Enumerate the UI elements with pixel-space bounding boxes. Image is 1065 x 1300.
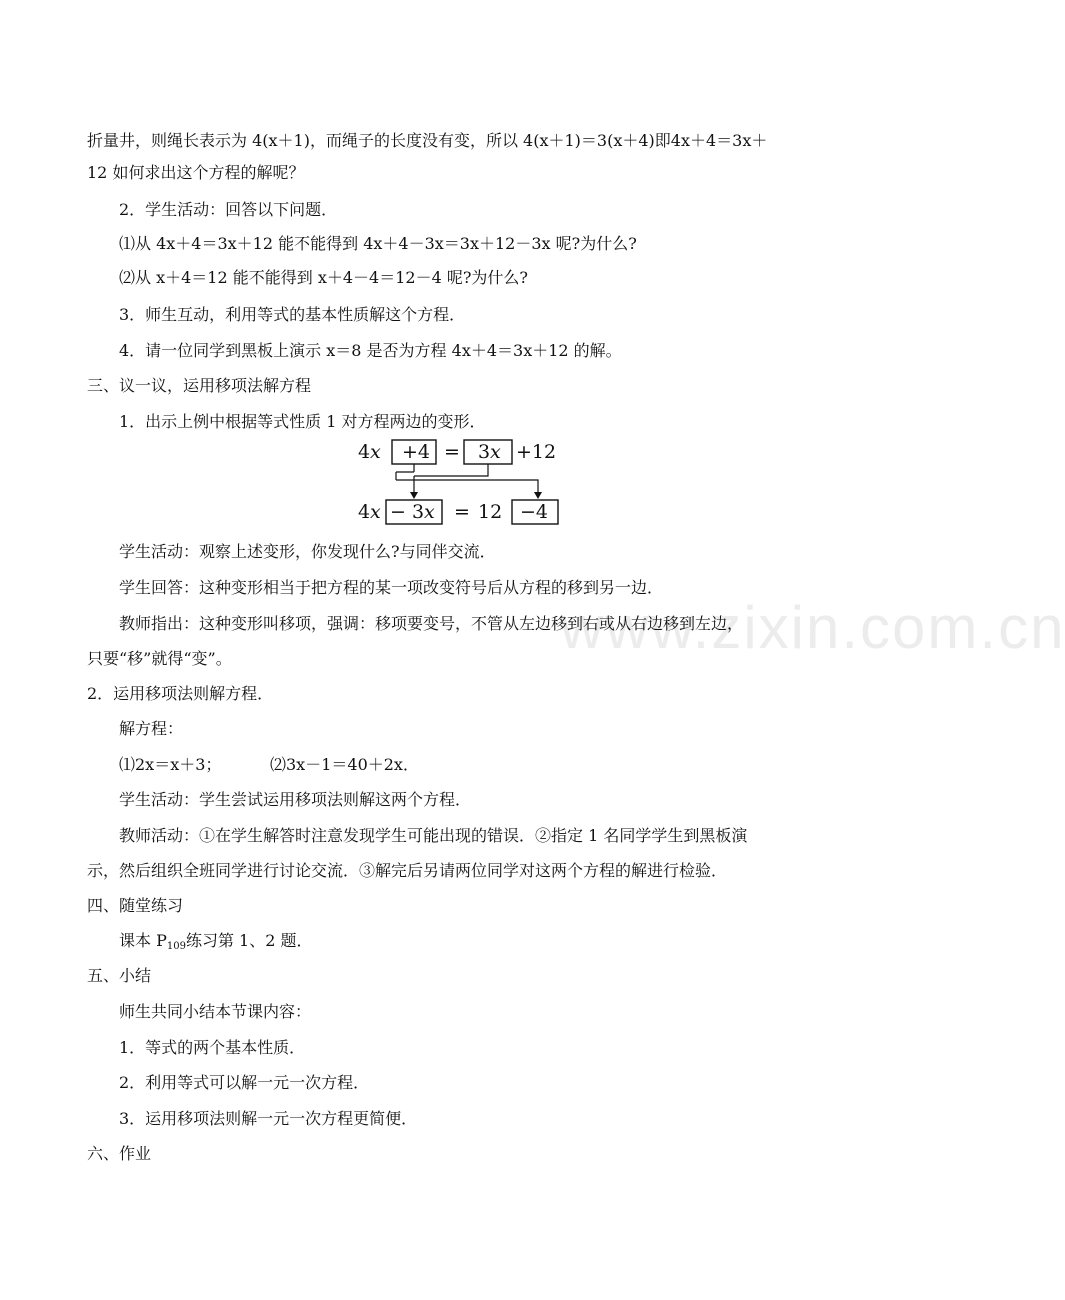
teacher-note-line-1: 教师指出：这种变形叫移项，强调：移项要变号，不管从左边移到右或从右边移到左边， <box>119 614 744 633</box>
practice-text <box>119 931 313 951</box>
intro-line-1: 折量井，则绳长表示为 4(x＋1)，而绳子的长度没有变，所以 4(x＋1)＝3(x＋4)即4x＋4＝3x＋ <box>87 131 768 150</box>
row2-equals: = <box>454 501 470 523</box>
practice-page-number: 109 <box>166 941 186 952</box>
row2-box-2-text: −4 <box>520 501 549 523</box>
row2-lhs-coef: 4 <box>358 501 371 523</box>
question-2: ⑵从 x＋4＝12 能不能得到 x＋4－4＝12－4 呢?为什么? <box>119 268 528 287</box>
arrow-head-4 <box>534 492 542 499</box>
row2-box-1-var: x <box>424 501 435 523</box>
arrow-line-3x <box>414 464 488 476</box>
student-activity-observe: 学生活动：观察上述变形，你发现什么?与同伴交流． <box>119 542 496 561</box>
practice-text-after: 练习第 1、2 题． <box>185 931 313 950</box>
row1-box-1-text: +4 <box>402 441 431 463</box>
section-5-heading: 五、小结 <box>87 966 152 985</box>
equation-2: ⑵3x－1＝40＋2x． <box>270 755 419 774</box>
row1-equals: = <box>444 441 460 463</box>
summary-item-2: 2．利用等式可以解一元一次方程． <box>119 1073 370 1092</box>
arrow-line-4 <box>396 480 538 494</box>
student-answer: 学生回答：这种变形相当于把方程的某一项改变符号后从方程的移到另一边． <box>119 578 664 597</box>
solve-label: 解方程： <box>119 719 184 738</box>
row2-lhs-var: x <box>370 501 381 523</box>
student-activity-solve: 学生活动：学生尝试运用移项法则解这两个方程． <box>119 790 472 809</box>
watermark: www.zixin.com.cn <box>560 594 1065 661</box>
row1-lhs-coef: 4 <box>358 441 371 463</box>
item-3: 3．师生互动，利用等式的基本性质解这个方程． <box>119 305 466 324</box>
summary-item-1: 1．等式的两个基本性质． <box>119 1038 306 1057</box>
row2-box-1-sign: − <box>390 501 406 523</box>
section-3-item-1: 1．出示上例中根据等式性质 1 对方程两边的变形． <box>119 412 486 431</box>
arrow-head-3x <box>410 492 418 499</box>
item-4: 4．请一位同学到黑板上演示 x＝8 是否为方程 4x＋4＝3x＋12 的解。 <box>119 341 622 360</box>
row1-lhs-var: x <box>370 441 381 463</box>
teacher-activity-line-2: 示，然后组织全班同学进行讨论交流．③解完后另请两位同学对这两个方程的解进行检验． <box>87 861 728 880</box>
equation-1: ⑴2x＝x＋3； <box>119 755 222 774</box>
section-4-heading: 四、随堂练习 <box>87 896 184 915</box>
transposition-diagram-svg <box>356 432 566 532</box>
question-1: ⑴从 4x＋4＝3x＋12 能不能得到 4x＋4－3x＝3x＋12－3x 呢?为什么? <box>119 234 637 253</box>
transposition-diagram <box>356 432 566 532</box>
intro-line-2: 12 如何求出这个方程的解呢？ <box>87 163 305 182</box>
row1-rhs: +12 <box>516 441 557 463</box>
activity-2-title: 2．学生活动：回答以下问题． <box>119 200 338 219</box>
row1-box-2-coef: 3 <box>478 441 491 463</box>
row2-rhs: 12 <box>478 501 503 523</box>
section-6-heading: 六、作业 <box>87 1144 152 1163</box>
row2-box-1-coef: 3 <box>412 501 425 523</box>
practice-text-before: 课本 P <box>119 931 167 950</box>
summary-item-3: 3．运用移项法则解一元一次方程更简便． <box>119 1109 418 1128</box>
teacher-note-line-2: 只要“移”就得“变”。 <box>87 649 232 668</box>
summary-intro: 师生共同小结本节课内容： <box>119 1002 312 1021</box>
teacher-activity-line-1: 教师活动：①在学生解答时注意发现学生可能出现的错误．②指定 1 名同学学生到黑板演 <box>119 826 748 845</box>
section-3b-heading: 2．运用移项法则解方程． <box>87 684 274 703</box>
section-3-heading: 三、议一议，运用移项法解方程 <box>87 376 312 395</box>
row1-box-2-var: x <box>490 441 501 463</box>
